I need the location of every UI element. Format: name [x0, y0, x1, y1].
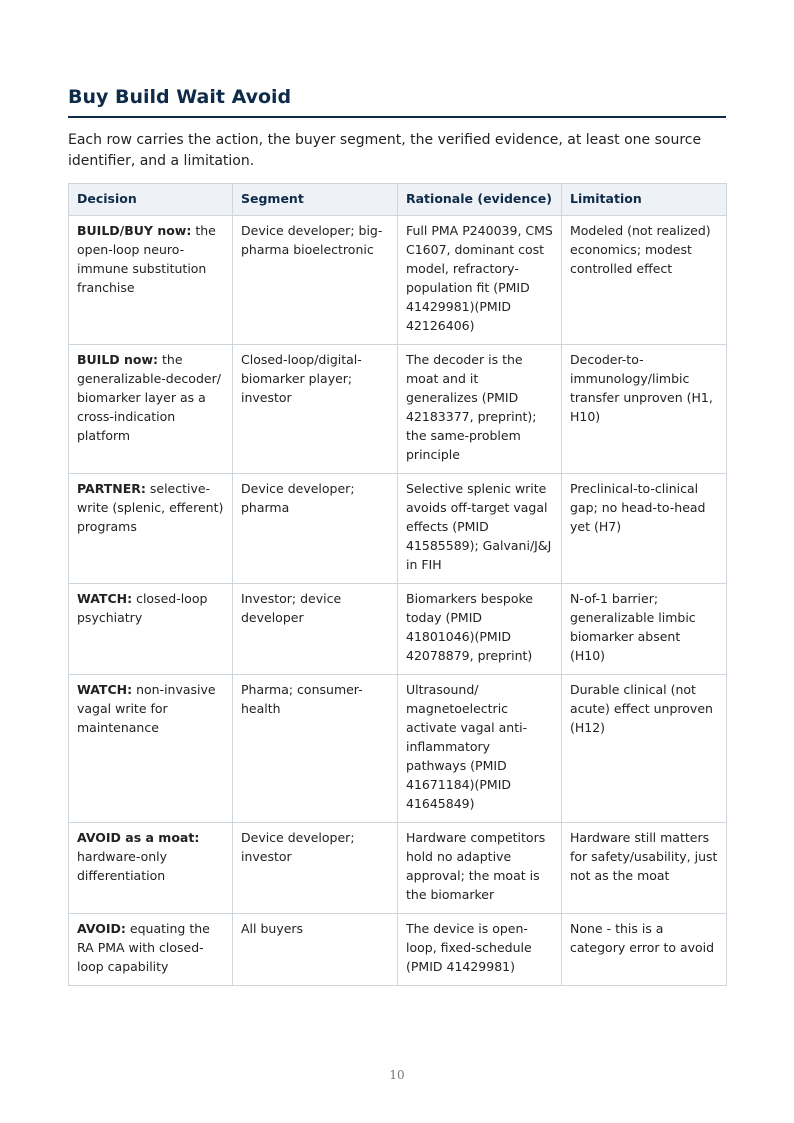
- limitation-cell: Decoder-to-immunology/limbic transfer unproven (H1, H10): [562, 345, 727, 474]
- table-row: [69, 584, 727, 675]
- rationale-cell: Ultrasound/ magnetoelectric activate vagal anti-inflammatory pathways (PMID 41671184)(PMID 41645849): [398, 675, 562, 823]
- header-decision: Decision: [69, 184, 233, 216]
- table-row: [69, 474, 727, 584]
- decision-action: AVOID as a moat:: [77, 830, 200, 845]
- table-row: [69, 216, 727, 345]
- rationale-cell: Full PMA P240039, CMS C1607, dominant cost model, refractory-population fit (PMID 41429981)(PMID 42126406): [398, 216, 562, 345]
- rationale-cell: The device is open-loop, fixed-schedule (PMID 41429981): [398, 914, 562, 986]
- segment-cell: Device developer; big-pharma bioelectronic: [233, 216, 398, 345]
- decision-action: BUILD/BUY now:: [77, 223, 192, 238]
- table-row: [69, 914, 727, 986]
- header-rationale: Rationale (evidence): [398, 184, 562, 216]
- table-header-row: [69, 184, 727, 216]
- page-content: [68, 84, 726, 986]
- decision-cell: [69, 914, 233, 986]
- decision-text: selective-write (splenic, efferent) programs: [77, 481, 224, 534]
- header-limitation: Limitation: [562, 184, 727, 216]
- decision-action: AVOID:: [77, 921, 126, 936]
- title-divider: [68, 116, 726, 118]
- decision-cell: [69, 474, 233, 584]
- intro-paragraph: Each row carries the action, the buyer segment, the verified evidence, at least one source identifier, and a limitation.: [68, 132, 702, 169]
- table-row: [69, 675, 727, 823]
- rationale-cell: The decoder is the moat and it generalizes (PMID 42183377, preprint); the same-problem principle: [398, 345, 562, 474]
- limitation-cell: Modeled (not realized) economics; modest controlled effect: [562, 216, 727, 345]
- limitation-cell: Preclinical-to-clinical gap; no head-to-head yet (H7): [562, 474, 727, 584]
- table-row: [69, 823, 727, 914]
- rationale-cell: Hardware competitors hold no adaptive approval; the moat is the biomarker: [398, 823, 562, 914]
- limitation-cell: Durable clinical (not acute) effect unproven (H12): [562, 675, 727, 823]
- limitation-cell: None - this is a category error to avoid: [562, 914, 727, 986]
- segment-cell: Closed-loop/digital-biomarker player; investor: [233, 345, 398, 474]
- decision-text: the open-loop neuro-immune substitution franchise: [77, 223, 216, 295]
- decision-action: BUILD now:: [77, 352, 159, 367]
- header-segment: Segment: [233, 184, 398, 216]
- segment-cell: Pharma; consumer-health: [233, 675, 398, 823]
- decision-text: non-invasive vagal write for maintenance: [77, 682, 216, 735]
- decision-cell: [69, 823, 233, 914]
- decision-cell: [69, 345, 233, 474]
- decision-cell: [69, 675, 233, 823]
- decision-text: the generalizable-decoder/ biomarker layer as a cross-indication platform: [77, 352, 221, 443]
- decision-cell: [69, 584, 233, 675]
- page-number: 10: [389, 1068, 405, 1082]
- segment-cell: All buyers: [233, 914, 398, 986]
- decision-action: WATCH:: [77, 682, 133, 697]
- decision-action: WATCH:: [77, 591, 133, 606]
- rationale-cell: Selective splenic write avoids off-target vagal effects (PMID 41585589); Galvani/J&J in FIH: [398, 474, 562, 584]
- decision-action: PARTNER:: [77, 481, 146, 496]
- decision-text: equating the RA PMA with closed-loop capability: [77, 921, 210, 974]
- segment-cell: Device developer; investor: [233, 823, 398, 914]
- table-row: [69, 345, 727, 474]
- rationale-cell: Biomarkers bespoke today (PMID 41801046)(PMID 42078879, preprint): [398, 584, 562, 675]
- limitation-cell: N-of-1 barrier; generalizable limbic biomarker absent (H10): [562, 584, 727, 675]
- segment-cell: Device developer; pharma: [233, 474, 398, 584]
- decision-text: hardware-only differentiation: [77, 849, 168, 883]
- decision-text: closed-loop psychiatry: [77, 591, 208, 625]
- section-title: Buy Build Wait Avoid: [68, 86, 292, 108]
- limitation-cell: Hardware still matters for safety/usability, just not as the moat: [562, 823, 727, 914]
- segment-cell: Investor; device developer: [233, 584, 398, 675]
- decision-table: [68, 183, 727, 986]
- decision-cell: [69, 216, 233, 345]
